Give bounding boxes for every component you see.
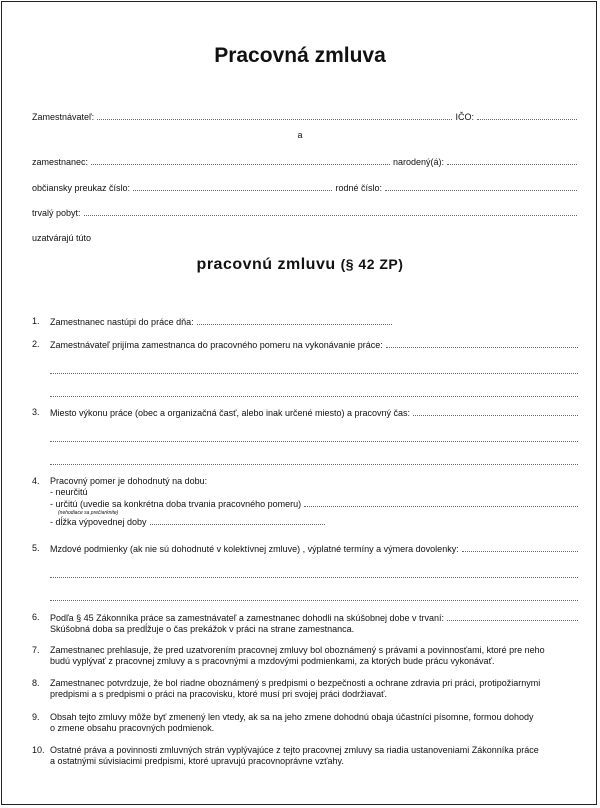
clause-number: 9. xyxy=(32,712,40,722)
clause-4-text: Pracovný pomer je dohodnutý na dobu: xyxy=(50,476,208,486)
clause-number: 5. xyxy=(32,543,40,553)
clause-5-text: Mzdové podmienky (ak nie sú dohodnuté v kolektívnej zmluve) , výplatné termíny a výmera dovolenky: xyxy=(50,544,459,554)
clause-number: 10. xyxy=(32,745,45,755)
clause-3-text: Miesto výkonu práce (obec a organizačná časť, alebo inak určené miesto) a pracovný čas: xyxy=(50,408,411,418)
clause-7-text: Zamestnanec prehlasuje, že pred uzatvorením pracovnej zmluvy bol oboznámený s právami a povinnosťami, ktoré pre neho xyxy=(50,645,545,655)
clause-number: 1. xyxy=(32,316,40,326)
definite-duration-field[interactable] xyxy=(304,498,578,507)
clause-6-text: Podľa § 45 Zákonníka práce sa zamestnávateľ a zamestnanec dohodli na skúšobnej dobe v trvaní: xyxy=(50,613,444,623)
clause-number: 8. xyxy=(32,678,40,688)
id-card-row xyxy=(32,182,577,194)
clause-number: 4. xyxy=(32,476,40,486)
start-date-field[interactable] xyxy=(197,316,392,325)
document-title: Pracovná zmluva xyxy=(214,44,386,67)
clause-10-text-2: a ostatnými súvisiacimi predpismi, ktoré upravujú pracovnoprávne vzťahy. xyxy=(50,756,344,766)
subtitle-section: (§ 42 ZP) xyxy=(340,256,404,272)
residence-label: trvalý pobyt: xyxy=(32,208,81,218)
born-field[interactable] xyxy=(447,156,577,165)
clause-6-text-2: Skúšobná doba sa predĺžuje o čas prekážok v práci na strane zamestnanca. xyxy=(50,624,355,634)
wage-line[interactable] xyxy=(50,589,578,601)
employer-field[interactable] xyxy=(97,111,452,120)
option-definite[interactable]: - určitú (uvedie sa konkrétna doba trvania pracovného pomeru) xyxy=(50,499,302,509)
clause-number: 7. xyxy=(32,645,40,655)
ico-field[interactable] xyxy=(477,111,577,120)
clause-number: 6. xyxy=(32,612,40,622)
workplace-line[interactable] xyxy=(50,430,578,442)
clause-10-text: Ostatné práva a povinnosti zmluvných strán vyplývajúce z tejto pracovnej zmluvy sa riadia ustanoveniami Zákonníka práce xyxy=(50,745,539,755)
clause-8-text-2: predpismi a s predpismi o práci na pracovisku, ktoré musí pri svojej práci dodržiavať. xyxy=(50,689,388,699)
residence-row xyxy=(32,207,577,219)
birth-number-label: rodné číslo: xyxy=(335,183,382,193)
residence-field[interactable] xyxy=(84,207,577,216)
birth-number-field[interactable] xyxy=(385,182,577,191)
clause-9-text-2: o zmene obsahu pracovných podmienok. xyxy=(50,723,215,733)
id-card-field[interactable] xyxy=(133,182,332,191)
wage-field[interactable] xyxy=(462,543,578,552)
employee-row xyxy=(32,156,577,168)
clause-8-text: Zamestnanec potvrdzuje, že bol riadne oboznámený s predpismi o bezpečnosti a ochrane zdravia pri práci, protipožiarnymi xyxy=(50,678,541,688)
clause-7-text-2: budú vyplývať z pracovnej zmluvy a s pracovnými a mzdovými podmienkami, za ktorých bude prácu vykonávať. xyxy=(50,656,495,666)
clause-number: 3. xyxy=(32,407,40,417)
id-card-label: občiansky preukaz číslo: xyxy=(32,183,131,193)
ico-label: IČO: xyxy=(455,112,474,122)
workplace-field[interactable] xyxy=(413,407,578,416)
clause-2-text: Zamestnávateľ prijíma zamestnanca do pracovného pomeru na vykonávanie práce: xyxy=(50,340,383,350)
born-label: narodený(á): xyxy=(392,157,444,167)
probation-field[interactable] xyxy=(447,612,578,621)
option-notice-period[interactable]: - dĺžka výpovednej doby xyxy=(50,517,147,527)
strike-note: (nehodiace sa prečiarknite) xyxy=(58,510,119,516)
option-indefinite[interactable]: - neurčitú xyxy=(50,487,88,497)
document-subtitle xyxy=(0,256,600,274)
employer-row xyxy=(32,111,577,123)
job-description-field[interactable] xyxy=(386,339,578,348)
and-word: a xyxy=(297,130,303,140)
employer-label: Zamestnávateľ: xyxy=(32,112,95,122)
wage-line[interactable] xyxy=(50,566,578,578)
subtitle-main: pracovnú zmluvu xyxy=(196,256,336,273)
clause-9-text: Obsah tejto zmluvy môže byť zmenený len vtedy, ak sa na jeho zmene dohodnú obaja účastníci písomne, formou dohody xyxy=(50,712,534,722)
concluding-text: uzatvárajú túto xyxy=(32,233,92,243)
job-description-line[interactable] xyxy=(50,362,578,374)
notice-period-field[interactable] xyxy=(150,516,325,525)
job-description-line[interactable] xyxy=(50,385,578,397)
clause-1-text: Zamestnanec nastúpi do práce dňa: xyxy=(50,317,194,327)
clause-number: 2. xyxy=(32,339,40,349)
employee-field[interactable] xyxy=(91,156,390,165)
workplace-line[interactable] xyxy=(50,453,578,465)
employee-label: zamestnanec: xyxy=(32,157,89,167)
